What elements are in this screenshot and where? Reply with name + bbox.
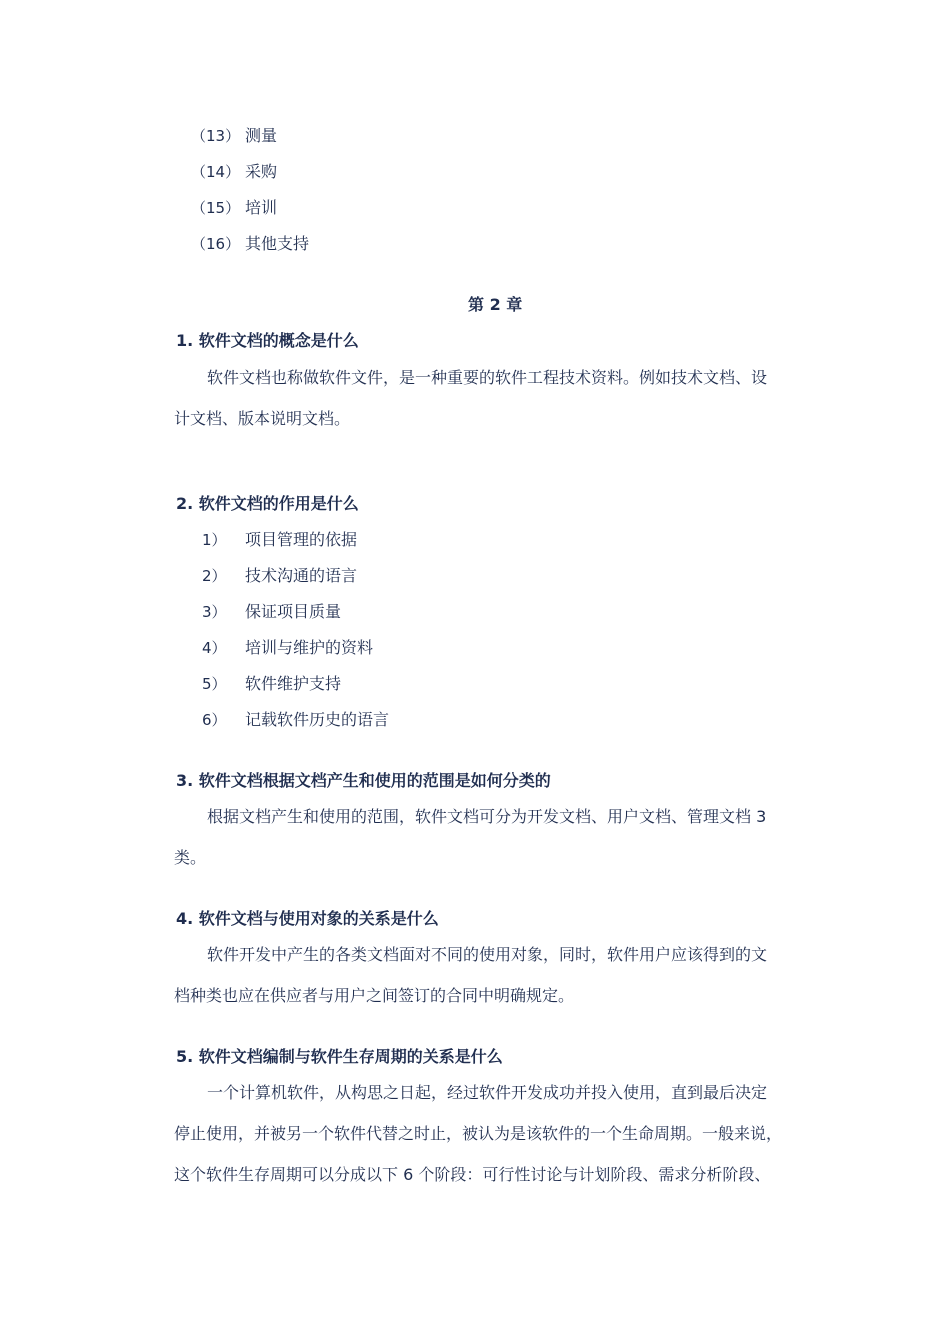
list-item-number: 5） <box>202 675 227 693</box>
paragraph-line: 停止使用，并被另一个软件代替之时止，被认为是该软件的一个生命周期。一般来说， <box>174 1124 783 1143</box>
list-item-number: （13） <box>191 127 241 145</box>
paragraph-line: 一个计算机软件，从构思之日起，经过软件开发成功并投入使用，直到最后决定 <box>207 1083 768 1102</box>
section-heading: 3. 软件文档根据文档产生和使用的范围是如何分类的 <box>176 771 551 790</box>
list-item-number: （15） <box>191 199 241 217</box>
list-item-text: 其他支持 <box>245 234 310 253</box>
paragraph-line: 软件文档也称做软件文件，是一种重要的软件工程技术资料。例如技术文档、设 <box>207 368 768 387</box>
list-item-text: 测量 <box>245 126 278 145</box>
list-item-text: 记载软件历史的语言 <box>245 710 390 729</box>
list-item-text: 采购 <box>245 162 278 181</box>
list-item-number: 3） <box>202 603 227 621</box>
paragraph-line: 这个软件生存周期可以分成以下 6 个阶段：可行性讨论与计划阶段、需求分析阶段、 <box>174 1165 771 1184</box>
paragraph-line: 档种类也应在供应者与用户之间签订的合同中明确规定。 <box>174 986 575 1005</box>
paragraph-line: 类。 <box>174 848 207 867</box>
list-item-text: 项目管理的依据 <box>245 530 358 549</box>
list-item-text: 培训 <box>245 198 278 217</box>
list-item-text: 软件维护支持 <box>245 674 342 693</box>
paragraph-line: 软件开发中产生的各类文档面对不同的使用对象，同时，软件用户应该得到的文 <box>207 945 768 964</box>
list-item-text: 技术沟通的语言 <box>245 566 358 585</box>
list-item-number: 4） <box>202 639 227 657</box>
list-item-number: （16） <box>191 235 241 253</box>
paragraph-line: 计文档、版本说明文档。 <box>174 409 351 428</box>
list-item-number: 1） <box>202 531 227 549</box>
section-heading: 5. 软件文档编制与软件生存周期的关系是什么 <box>176 1047 503 1066</box>
list-item-number: 2） <box>202 567 227 585</box>
list-item-number: （14） <box>191 163 241 181</box>
section-heading: 4. 软件文档与使用对象的关系是什么 <box>176 909 439 928</box>
list-item-number: 6） <box>202 711 227 729</box>
section-heading: 1. 软件文档的概念是什么 <box>176 331 359 350</box>
list-item-text: 保证项目质量 <box>245 602 342 621</box>
paragraph-line: 根据文档产生和使用的范围，软件文档可分为开发文档、用户文档、管理文档 3 <box>207 807 767 826</box>
chapter-title: 第 2 章 <box>468 295 523 314</box>
section-heading: 2. 软件文档的作用是什么 <box>176 494 359 513</box>
list-item-text: 培训与维护的资料 <box>245 638 374 657</box>
